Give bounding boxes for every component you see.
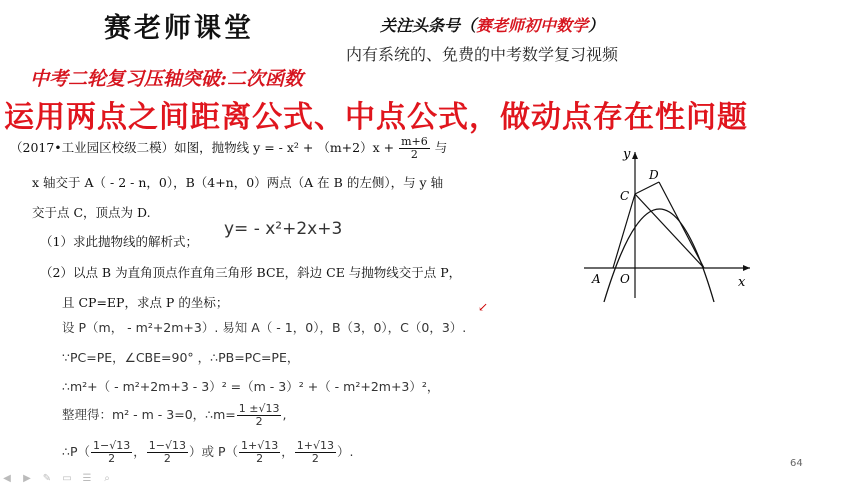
solution-line-5-mid: ）或 P（ — [188, 444, 238, 459]
label-point-a: A — [592, 272, 601, 286]
question-2-line-2: 且 CP=EP，求点 P 的坐标； — [62, 295, 229, 310]
label-origin: O — [620, 272, 630, 286]
problem-line-2: x 轴交于 A（ - 2 - n，0），B（4+n，0）两点（A 在 B 的左侧），与 y 轴 — [32, 175, 444, 190]
eraser-icon[interactable]: ▭ — [62, 472, 72, 484]
page-number: 64 — [790, 458, 803, 469]
segment-ac — [613, 194, 635, 268]
question-1-answer: y= - x²+2x+3 — [224, 219, 343, 239]
pen-icon[interactable]: ✎ — [42, 472, 52, 484]
problem-line-3: 交于点 C，顶点为 D. — [32, 205, 151, 220]
parabola-figure — [578, 146, 758, 306]
next-icon[interactable]: ▶ — [23, 472, 31, 484]
label-x-axis: x — [738, 275, 746, 290]
follow-line — [380, 13, 604, 36]
solution-line-2: ∵PC=PE，∠CBE=90° ，∴PB=PC=PE， — [62, 350, 300, 365]
segment-db — [659, 182, 704, 268]
label-point-d: D — [649, 168, 659, 182]
solution-comma-2: ， — [281, 444, 294, 459]
problem-fraction: $\frac{m+6}{2}$ — [401, 135, 428, 161]
menu-icon[interactable]: ☰ — [82, 472, 92, 484]
cursor-pointer-icon: ↙ — [478, 300, 489, 314]
solution-fraction-3: $\frac{1+√13}{2}$ — [241, 439, 279, 465]
prev-icon[interactable]: ◀ — [3, 472, 11, 484]
solution-line-3: ∴m²+（ - m²+2m+3 - 3）² =（m - 3）² +（ - m²+2m+3）²， — [62, 379, 440, 394]
solution-line-5-pre: ∴P（ — [62, 444, 90, 459]
solution-line-4-pre: 整理得：m² - m - 3=0，∴m= — [62, 407, 236, 422]
label-point-c: C — [620, 189, 630, 203]
follow-account: 赛老师初中数学 — [476, 16, 589, 35]
solution-line-5-post: ）. — [336, 444, 354, 459]
segment-cd — [635, 182, 659, 194]
brand-title: 赛老师课堂 — [104, 13, 254, 44]
search-icon[interactable]: ⌕ — [104, 472, 110, 484]
label-y-axis: y — [623, 147, 631, 162]
problem-line-1 — [10, 136, 447, 161]
slideshow-toolbar — [0, 470, 200, 486]
header-subtitle: 内有系统的、免费的中考数学复习视频 — [346, 45, 619, 64]
x-axis-arrow-icon — [743, 265, 750, 271]
solution-line-4 — [62, 403, 286, 428]
solution-fraction-1: $\frac{1-√13}{2}$ — [93, 439, 131, 465]
y-axis-arrow-icon — [632, 152, 638, 159]
problem-line-1-post: 与 — [434, 140, 448, 155]
solution-line-1: 设 P（m， - m²+2m+3）. 易知 A（ - 1，0），B（3，0），C（0，3）. — [62, 320, 467, 335]
follow-prefix: 关注头条号（ — [380, 16, 477, 35]
solution-fraction-4: $\frac{1+√13}{2}$ — [296, 439, 334, 465]
solution-m-fraction: $\frac{1 \pm√13}{2}$ — [238, 402, 280, 428]
solution-comma-1: ， — [133, 444, 146, 459]
solution-line-5 — [62, 440, 353, 465]
question-1: （1）求此抛物线的解析式； — [40, 234, 198, 249]
series-title: 中考二轮复习压轴突破:二次函数 — [30, 68, 304, 90]
problem-line-1-pre: （2017•工业园区校级二模）如图，抛物线 y = - x² + （m+2）x + — [10, 140, 395, 155]
follow-suffix: ） — [588, 16, 605, 35]
solution-fraction-2: $\frac{1-√13}{2}$ — [148, 439, 186, 465]
segment-cb — [635, 194, 704, 268]
solution-line-4-post: , — [282, 407, 287, 422]
main-title: 运用两点之间距离公式、中点公式，做动点存在性问题 — [4, 100, 748, 135]
question-2-line-1: （2）以点 B 为直角顶点作直角三角形 BCE，斜边 CE 与抛物线交于点 P， — [40, 265, 462, 280]
